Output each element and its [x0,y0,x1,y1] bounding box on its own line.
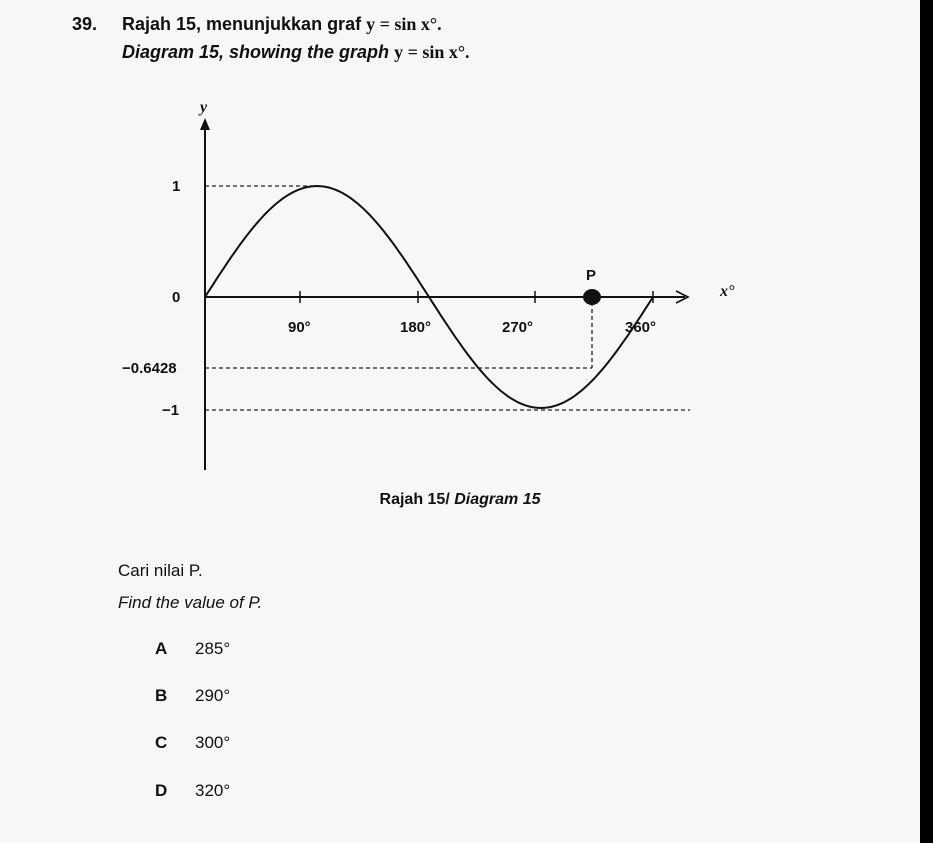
prompt-malay: Cari nilai P. [118,561,203,580]
y-tick-label-neg1: −1 [162,402,180,419]
option-a-letter: A [155,639,168,658]
x-tick-label-90: 90° [288,319,311,336]
y-tick-label-1: 1 [172,178,181,195]
option-c[interactable] [155,733,230,753]
y-axis-label: y [200,99,208,116]
option-c-text: 300° [195,733,231,752]
question-number: 39. [72,14,98,34]
y-tick-label-neg06428: −0.6428 [122,360,177,377]
option-d-text: 320° [195,781,231,800]
caption-malay: Rajah 15/ [379,491,455,508]
option-c-letter: C [155,733,168,752]
option-a-text: 285° [195,639,231,658]
option-b-text: 290° [195,686,231,705]
x-tick-label-180: 180° [400,319,432,336]
point-p-marker [583,289,601,305]
y-axis-arrow [200,118,210,130]
option-d[interactable] [155,781,230,801]
diagram-caption [0,491,920,509]
option-b-letter: B [155,686,168,705]
stem-malay-text: Rajah 15, menunjukkan graf [122,14,362,34]
x-tick-label-360: 360° [625,319,657,336]
option-a[interactable] [155,639,230,659]
x-axis-label: x° [720,283,735,300]
stem-english-text: Diagram 15, showing the graph [122,42,390,62]
option-b[interactable] [155,686,230,706]
option-d-letter: D [155,781,168,800]
point-p-label: P [586,267,597,284]
x-tick-label-270: 270° [502,319,534,336]
equation-malay: y = sin x°. [366,14,442,34]
prompt-english: Find the value of P. [118,593,263,612]
y-tick-label-0: 0 [172,289,181,306]
equation-english: y = sin x°. [394,42,470,62]
caption-english: Diagram 15 [454,491,541,508]
